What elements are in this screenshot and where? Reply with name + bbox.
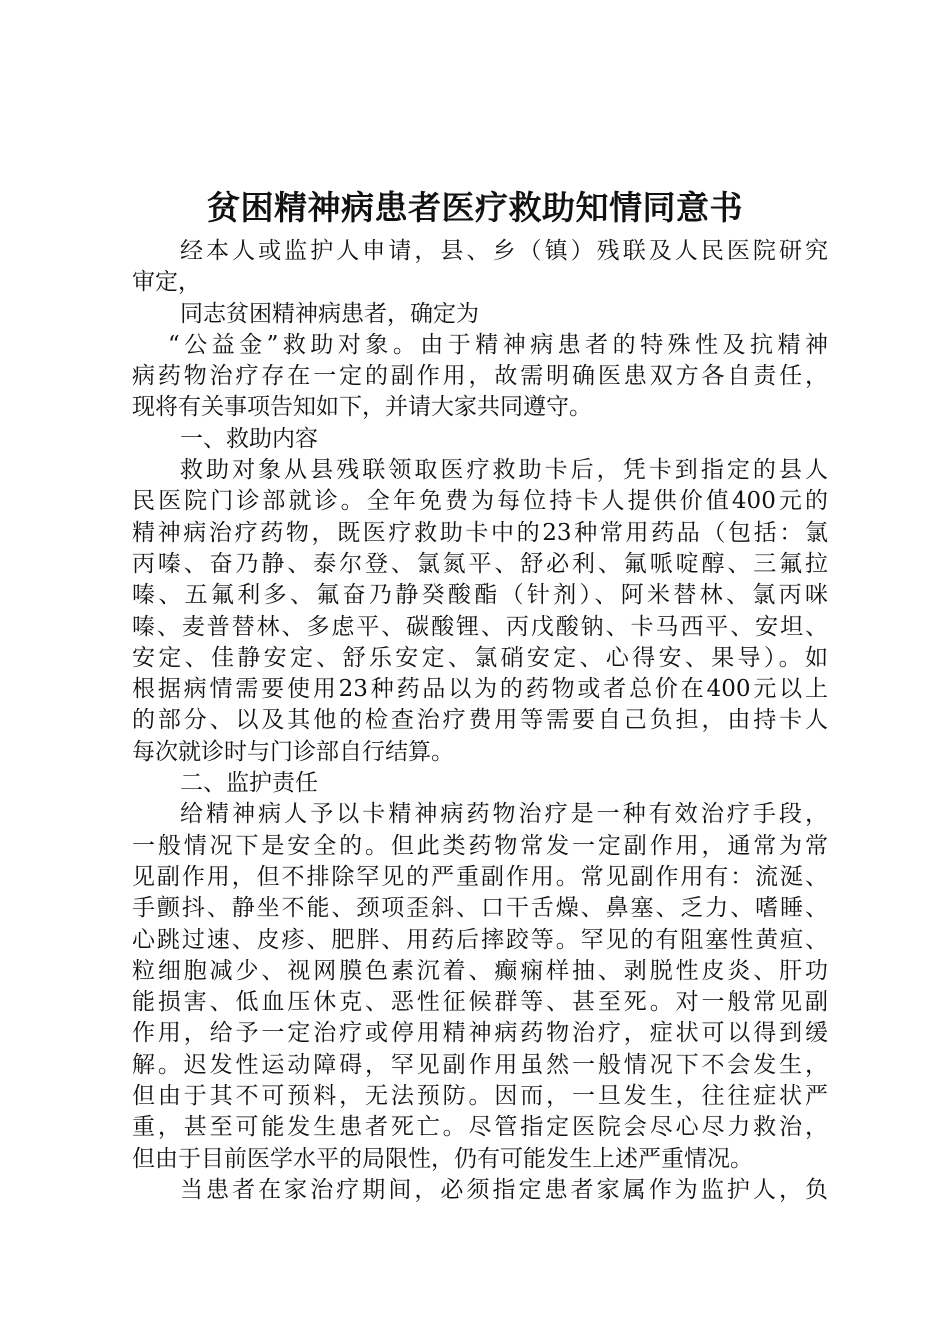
text-line: 二、监护责任 (180, 770, 318, 797)
text-line: 每次就诊时与门诊部自行结算。 (132, 738, 454, 765)
text-line: 一、救助内容 (180, 425, 318, 452)
text-line: 重，甚至可能发生患者死亡。尽管指定医院会尽心尽力救治， (132, 1114, 828, 1141)
text-line: 民医院门诊部就诊。全年免费为每位持卡人提供价值400元的 (132, 488, 828, 515)
text-line: 解。迟发性运动障碍，罕见副作用虽然一般情况下不会发生， (132, 1051, 828, 1078)
text-line: 现将有关事项告知如下，并请大家共同遵守。 (132, 394, 592, 421)
text-line: 嗪、麦普替林、多虑平、碳酸锂、丙戊酸钠、卡马西平、安坦、 (132, 613, 828, 640)
text-line: 粒细胞减少、视网膜色素沉着、癫痫样抽、剥脱性皮炎、肝功 (132, 957, 828, 984)
text-line: 作用，给予一定治疗或停用精神病药物治疗，症状可以得到缓 (132, 1020, 828, 1047)
text-line: “公益金”救助对象。由于精神病患者的特殊性及抗精神 (168, 331, 828, 358)
text-line: 但由于目前医学水平的局限性，仍有可能发生上述严重情况。 (132, 1145, 753, 1172)
document-body (132, 236, 828, 1206)
text-line: 经本人或监护人申请，县、乡（镇）残联及人民医院研究 (180, 238, 828, 264)
text-line: 安定、佳静安定、舒乐安定、氯硝安定、心得安、果导）。如 (132, 644, 828, 671)
text-line: 但由于其不可预料，无法预防。因而，一旦发生，往往症状严 (132, 1083, 828, 1110)
text-line: 嗪、五氟利多、氟奋乃静癸酸酯（针剂）、阿米替林、氯丙咪 (132, 582, 828, 609)
text-line: 病药物治疗存在一定的副作用，故需明确医患双方各自责任， (132, 363, 828, 390)
text-line: 精神病治疗药物，既医疗救助卡中的23种常用药品（包括：氯 (132, 519, 828, 546)
text-line: 能损害、低血压休克、恶性征候群等、甚至死。对一般常见副 (132, 989, 828, 1016)
text-line: 手颤抖、静坐不能、颈项歪斜、口干舌燥、鼻塞、乏力、嗜睡、 (132, 895, 828, 922)
text-line: 审定， (132, 269, 201, 296)
text-line: 见副作用，但不排除罕见的严重副作用。常见副作用有：流涎、 (132, 863, 828, 890)
text-line: 救助对象从县残联领取医疗救助卡后，凭卡到指定的县人 (180, 457, 828, 484)
text-line: 给精神病人予以卡精神病药物治疗是一种有效治疗手段， (180, 801, 828, 828)
document-title: 贫困精神病患者医疗救助知情同意书 (207, 188, 743, 227)
text-line: 根据病情需要使用23种药品以为的药物或者总价在400元以上 (132, 676, 828, 703)
text-line: 一般情况下是安全的。但此类药物常发一定副作用，通常为常 (132, 832, 828, 859)
text-line: 丙嗪、奋乃静、泰尔登、氯氮平、舒必利、氟哌啶醇、三氟拉 (132, 550, 828, 577)
text-line: 的部分、以及其他的检查治疗费用等需要自己负担，由持卡人 (132, 707, 828, 734)
text-line: 同志贫困精神病患者，确定为 (180, 300, 479, 327)
text-line: 当患者在家治疗期间，必须指定患者家属作为监护人，负 (180, 1176, 828, 1203)
text-line: 心跳过速、皮疹、肥胖、用药后摔跤等。罕见的有阻塞性黄疸、 (132, 926, 828, 953)
